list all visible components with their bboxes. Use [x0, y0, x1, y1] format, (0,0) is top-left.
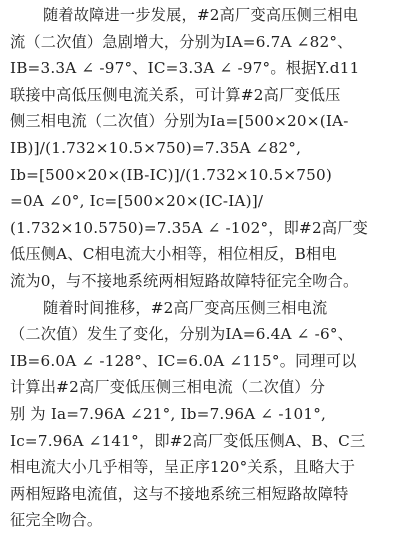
text-line: （二次值）发生了变化，分别为IA=6.4A ∠ -6°、 — [10, 325, 353, 344]
text-line: 低压侧A、C相电流大小相等，相位相反，B相电 — [10, 245, 337, 264]
text-line: =0A ∠0°, Ic=[500×20×(IC-IA)]/ — [10, 192, 264, 211]
text-line: IB=3.3A ∠ -97°、IC=3.3A ∠ -97°。根据Y.d11 — [10, 59, 360, 78]
text-line: (1.732×10.5750)=7.35A ∠ -102°，即#2高厂变 — [10, 218, 368, 237]
text-line: 别 为 Ia=7.96A ∠21°, Ib=7.96A ∠ -101°, — [10, 404, 327, 423]
text-line: Ic=7.96A ∠141°，即#2高厂变低压侧A、B、C三 — [10, 431, 366, 450]
paragraph-2 — [10, 295, 393, 534]
paragraph-1 — [10, 2, 393, 295]
text-line: 侧三相电流（二次值）分别为Ia=[500×20×(IA- — [10, 112, 349, 131]
text-line: 两相短路电流值，这与不接地系统三相短路故障特 — [10, 484, 349, 503]
text-line: 随着时间推移，#2高厂变高压侧三相电流 — [43, 298, 328, 317]
text-line: 流（二次值）急剧增大，分别为IA=6.7A ∠82°、 — [10, 32, 353, 51]
text-line: IB)]/(1.732×10.5×750)=7.35A ∠82°, — [10, 138, 302, 157]
text-line: Ib=[500×20×(IB-IC)]/(1.732×10.5×750) — [10, 165, 333, 184]
text-line: IB=6.0A ∠ -128°、IC=6.0A ∠115°。同理可以 — [10, 351, 357, 370]
text-line: 流为0，与不接地系统两相短路故障特征完全吻合。 — [10, 271, 359, 290]
text-line: 相电流大小几乎相等，呈正序120°关系，且略大于 — [10, 458, 356, 477]
text-line: 征完全吻合。 — [10, 511, 103, 530]
text-line: 联接中高低压侧电流关系，可计算#2高厂变低压 — [10, 85, 341, 104]
text-line: 随着故障进一步发展，#2高厂变高压侧三相电 — [43, 6, 359, 24]
text-line: 计算出#2高厂变低压侧三相电流（二次值）分 — [10, 378, 326, 397]
